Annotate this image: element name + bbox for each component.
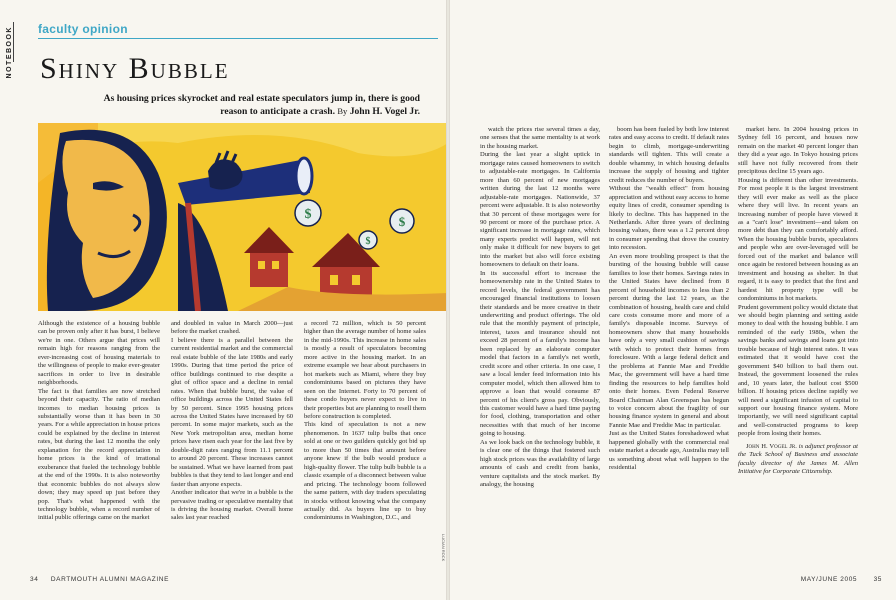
column-5 [609, 126, 729, 564]
magazine-name: DARTMOUTH ALUMNI MAGAZINE [50, 576, 170, 583]
house-1 [250, 251, 288, 287]
sidebar-label: NOTEBOOK [6, 26, 13, 79]
column-4 [480, 126, 600, 564]
column-1-text: Although the existence of a housing bubble can be proven only after it has burst, I believe we're in one. Others argue that prices will remain high for reasons ranging from the ever-increasing cost of housing materials to the willingness of people to make ever-greater sacrifices in order to live in desirable neighborhoods. The fact is that families are now stretched beyond their capacity. The ratio of median incomes to median housing prices is substantially worse than it has been in 30 years. For a while appreciation in house prices could be explained by the decline in interest rates, but during the last 12 months the only explanation for the record appreciation in home prices is the kind of irrational exuberance that fueled the technology bubble at the end of the 1990s. It is also noteworthy that economic bubbles do not always slow down; they may speed up just before they pop. That's what happened with the technology bubble, when a record number of initial public offerings came on the market [38, 320, 160, 522]
page-number-left: 34 [30, 576, 39, 583]
issue-date: MAY/JUNE 2005 [800, 576, 858, 583]
footer-left [30, 576, 169, 583]
column-5-text: boom has been fueled by both low interest rates and easy access to credit. If default rates begin to climb, mortgage-underwriting standards will tighten. This will create a double whammy, in which housing defaults increase the supply of housing and tighter credit reduces the number of buyers. Without the "wealth effect" from housing appreciation and without easy access to home equity lines of credit, consumer spending is likely to decline. This has happened in the Netherlands. After three years of declining housing values, there was a 1.2 percent drop in consumer spending that drove the country into recession. An even more troubling prospect is that the bursting of the housing bubble will cause families to lose their homes. Savings rates in the United States have declined from 8 percent of household incomes to less than 2 percent during the last 12 years, as the combination of housing, health care and child care costs consume more and more of a family's disposable income. Surveys of homeowners show that many households have only a very small cushion of savings with which to protect their homes from foreclosure. With a large federal deficit and the problems at Fannie Mae and Freddie Mac, the government will have a hard time finding the resources to help families hold onto their homes. Even Federal Reserve Board Chairman Alan Greenspan has begun to voice concern about the fragility of our housing finance system in general and about Fannie Mae and Freddie Mac in particular. Just as the United States foreshadowed what happened globally with the commercial real estate market a decade ago, Australia may tell us something about what will happen to the residential [609, 126, 729, 472]
page-number-right: 35 [873, 576, 882, 583]
byline-author: John H. Vogel Jr. [349, 106, 420, 117]
sidebar-rule [13, 22, 14, 62]
house-2-window-2 [352, 275, 360, 285]
bio-name: John H. Vogel Jr. [746, 442, 797, 450]
column-3-text: a record 72 million, which is 50 percent higher than the average number of home sales in the mid-1990s. This increase in home sales is mostly a result of speculators becoming more active in the housing market. In an extreme example we hear about purchasers in hot markets such as Miami, where they buy condominiums based on pictures they have seen on the Internet. Forty to 70 percent of these condo buyers never expect to live in their properties but are planning to resell them before construction is completed. This kind of speculation is not a new phenomenon. In 1637 tulip bulbs that once sold at one or two guilders quickly got bid up to more than 50 times that amount before anyone knew if the bulb would produce a high-quality flower. The tulip bulb bubble is a classic example of a disconnect between value and pricing. The technology boom followed the same pattern, with day traders speculating in stocks without knowing what the company actually did. As buyers line up to buy condominiums in Washington, D.C., and [304, 320, 426, 522]
bio-text: is adjunct professor at the Tuck School of Business and associate faculty director of the James M. Allen Initiative for Corporate Citizenship. [738, 442, 858, 476]
illustration-credit: LUCIAN ROCK [441, 534, 446, 562]
section-rule [38, 38, 438, 39]
house-1-window-2 [272, 261, 279, 269]
column-4-text: watch the prices rise several times a day, one senses that the same mentality is at work in the housing market. During the last year a slight uptick in mortgage rates caused homeowners to switch to adjustable-rate mortgages. In California more than 60 percent of new mortgages written during the last 12 months were adjustable-rate mortgages. Nationwide, 37 percent were adjustable. It is also noteworthy that 30 percent of these mortgages were for 90 percent or more of the purchase price. A significant increase in mortgage rates, which many experts predict will happen, will not only make it difficult for new buyers to get into the market but also will force existing homeowners to default on their loans. In its successful effort to increase the homeownership rate in the United States to record levels, the federal government has encouraged financial institutions to loosen their standards and be more creative in their underwriting and product offerings. The old rule that the monthly payment of principle, interest, taxes and insurance should not exceed 28 percent of a family's income has been replaced by an elaborate computer model that factors in a family's net worth, credit score and other criteria. In one case, I saw a local lender feed information into his computer model, which then allowed him to approve a loan that would consume 87 percent of his client's gross pay. Obviously, this customer would have a hard time paying for food, clothing, transportation and other necessities with that much of her income going to housing. As we look back on the technology bubble, it is clear one of the things that fostered such high stock prices was the availability of large amounts of cash and credit from banks, venture capitalists and the stock market. By analogy, the housing [480, 126, 600, 489]
author-bio [738, 443, 858, 477]
telescope-lens [296, 158, 312, 194]
footer-right [801, 576, 882, 583]
svg-text:$: $ [365, 236, 371, 247]
column-6 [738, 126, 858, 564]
dollar-bubble-2 [390, 209, 414, 233]
column-1 [38, 320, 160, 580]
column-2 [171, 320, 293, 580]
column-6-text: market here. In 2004 housing prices in Sydney fell 16 percent, and houses now remain on the market 40 percent longer than they did a year ago. In Tokyo housing prices still have not fully recovered from their precipitous decline 15 years ago. Housing is different than other investments. For most people it is the largest investment they will ever make as well as the place where they will live. In recent years an increasing number of people have viewed it as a "can't lose" investment—and taken on more debt than they can comfortably afford. When the housing bubble bursts, speculators and people who are over-leveraged will be forced out of the market and balance will once again be restored between housing as an investment and housing as shelter. In that regard, it is easy to predict that the first and hardest hit property type will be condominiums in hot markets. Prudent government policy would dictate that we should begin planning and setting aside money to deal with the housing bubble. I am reminded of the early 1980s, when the savings banks and savings and loans got into trouble because of high interest rates. It was estimated that it would have cost the government $40 billion to bail them out. Instead, the government loosened the rules and, 10 years later, the bailout cost $500 billion. If housing prices decline rapidly we will need a significant infusion of capital to support our housing finance system. More importantly, we will need significant capital and well-constructed programs to keep people from losing their homes. [738, 126, 858, 438]
house-2-window [330, 275, 338, 285]
right-page [450, 0, 896, 600]
byline-prefix: By [337, 106, 348, 116]
dollar-bubble-1 [295, 200, 321, 226]
section-heading: faculty opinion [38, 22, 128, 36]
article-deck [100, 92, 420, 118]
deck-text: As housing prices skyrocket and real estate speculators jump in, there is good reason to anticipate a crash. [103, 93, 420, 117]
article-title: Shiny Bubble [40, 52, 230, 85]
svg-text:$: $ [304, 207, 312, 222]
dollar-bubble-3 [359, 231, 377, 249]
left-page [0, 0, 446, 600]
illustration [38, 123, 448, 311]
house-1-window [258, 261, 265, 269]
column-3 [304, 320, 426, 580]
svg-text:$: $ [398, 214, 406, 229]
column-2-text: and doubled in value in March 2000—just before the market crashed. I believe there is a parallel between the current residential market and the commercial real estate bubble of the late 1980s and early 1990s. During that time period the price of office buildings continued to rise despite a glut of office space and a decline in rental rates. When that bubble burst, the value of office buildings across the United States fell by 50 percent. Since 1995 housing prices across the United States have increased by 60 percent. In some major markets, such as the New York metropolitan area, median home prices have risen each year for the last five by double-digit rates ranging from 11.1 percent to around 20 percent. These increases cannot be sustained. What we have learned from past bubbles is that they tend to last longer and end faster than anyone expects. Another indicator that we're in a bubble is the pervasive trading or speculative mentality that is driving the housing market. Overall home sales last year reached [171, 320, 293, 522]
